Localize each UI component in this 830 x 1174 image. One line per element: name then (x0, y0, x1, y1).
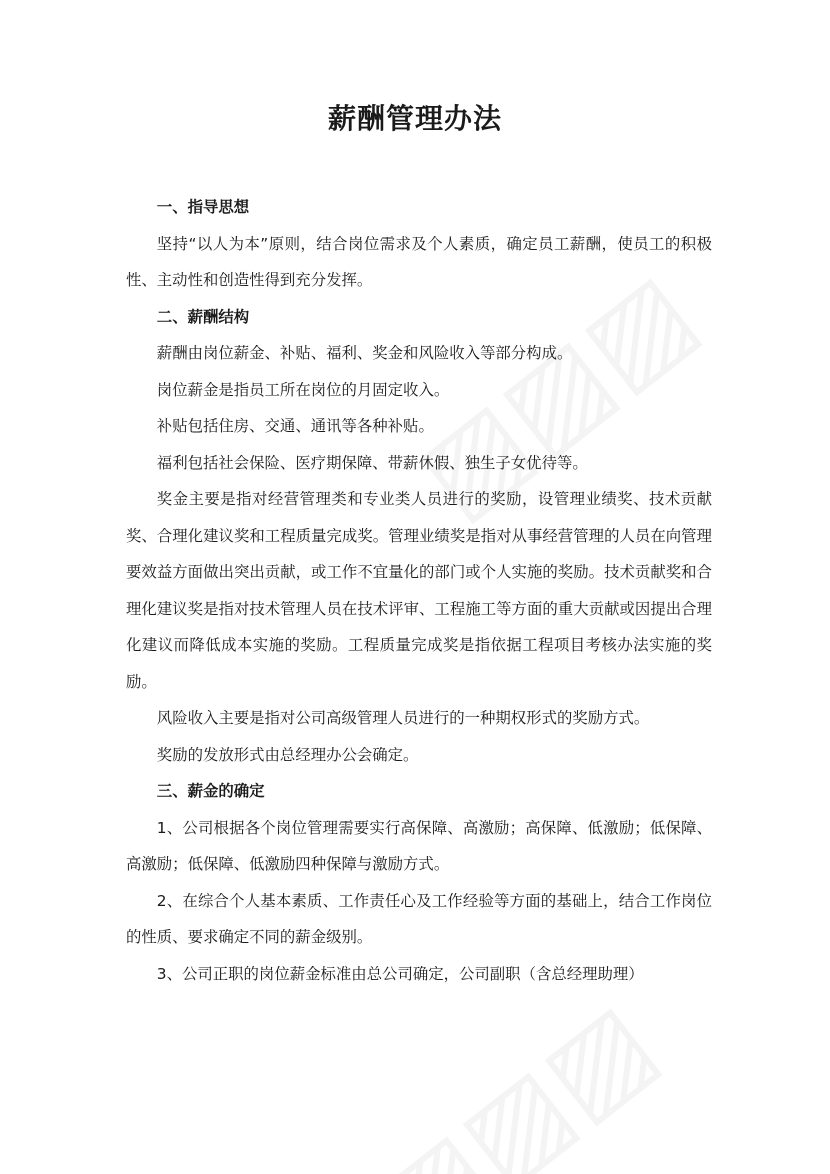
page-title: 薪酬管理办法 (327, 102, 502, 135)
document-body (126, 189, 712, 992)
section-heading: 二、薪酬结构 (156, 307, 250, 326)
paragraph: 奖金主要是指对经营管理类和专业类人员进行的奖励，设管理业绩奖、技术贡献奖、合理化建议奖和工程质量完成奖。管理业绩奖是指对从事经营管理的人员在向管理要效益方面做出突出贡献，或工作不宜量化的部门或个人实施的奖励。技术贡献奖和合理化建议奖是指对技术管理人员在技术评审、工程施工等方面的重大贡献或因提出合理化建议而降低成本实施的奖励。工程质量完成奖是指依据工程项目考核办法实施的奖励。 (126, 490, 712, 691)
paragraph: 1、公司根据各个岗位管理需要实行高保障、高激励；高保障、低激励；低保障、高激励；低保障、低激励四种保障与激励方式。 (126, 818, 712, 873)
paragraph: 3、公司正职的岗位薪金标准由总公司确定，公司副职（含总经理助理） (156, 964, 644, 983)
watermark (354, 978, 679, 1174)
section-heading: 三、薪金的确定 (156, 782, 265, 800)
paragraph: 薪酬由岗位薪金、补贴、福利、奖金和风险收入等部分构成。 (156, 344, 573, 362)
paragraph: 2、在综合个人基本素质、工作责任心及工作经验等方面的基础上，结合工作岗位的性质、要求确定不同的薪金级别。 (126, 891, 712, 946)
paragraph: 坚持“以人为本”原则，结合岗位需求及个人素质，确定员工薪酬，使员工的积极性、主动性和创造性得到充分发挥。 (126, 234, 712, 289)
paragraph: 补贴包括住房、交通、通讯等各种补贴。 (156, 417, 434, 435)
paragraph: 风险收入主要是指对公司高级管理人员进行的一种期权形式的奖励方式。 (156, 709, 650, 727)
section-heading: 一、指导思想 (156, 198, 250, 216)
paragraph: 奖励的发放形式由总经理办公会确定。 (156, 745, 419, 764)
paragraph: 福利包括社会保险、医疗期保障、带薪休假、独生子女优待等。 (156, 453, 588, 472)
paragraph: 岗位薪金是指员工所在岗位的月固定收入。 (156, 380, 450, 399)
